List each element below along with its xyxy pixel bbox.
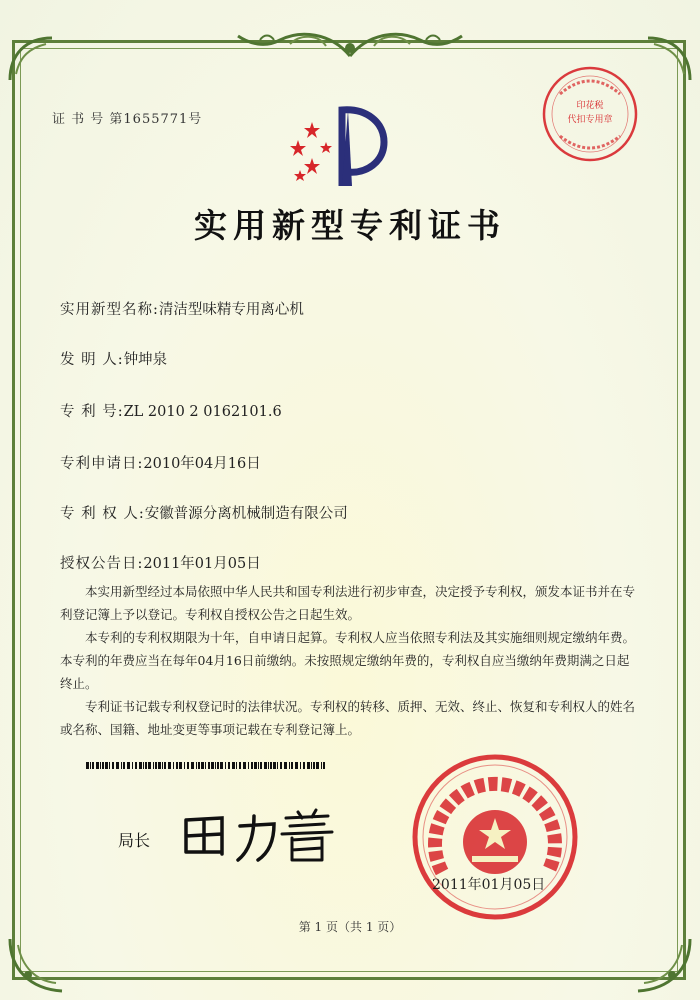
barcode-bar: [323, 762, 325, 769]
barcode-bar: [217, 762, 219, 769]
barcode-bar: [211, 762, 214, 769]
barcode-bar: [196, 762, 197, 769]
field-patent-number: [60, 400, 282, 421]
barcode-bar: [270, 762, 272, 769]
barcode-bar: [168, 762, 171, 769]
barcode-bar: [215, 762, 216, 769]
barcode-bar: [311, 762, 312, 769]
barcode-bar: [191, 762, 194, 769]
barcode-bar: [243, 762, 246, 769]
barcode-bar: [225, 762, 226, 769]
barcode-bar: [284, 762, 287, 769]
field-label: 专 利 号:: [60, 404, 124, 420]
barcode-bar: [273, 762, 276, 769]
field-patentee: [60, 502, 348, 523]
barcode-bar: [228, 762, 230, 769]
field-inventor: [60, 348, 167, 369]
field-label: 发 明 人:: [60, 352, 124, 368]
svg-text:代扣专用章: 代扣专用章: [567, 115, 613, 125]
field-value: 2010年04月16日: [143, 456, 261, 472]
top-ornament: [230, 26, 470, 62]
field-label: 授权公告日:: [60, 556, 144, 572]
barcode-bar: [313, 762, 315, 769]
barcode-bar: [102, 762, 104, 769]
barcode-bar: [90, 762, 91, 769]
paragraph-grant: 本实用新型经过本局依照中华人民共和国专利法进行初步审查，决定授予专利权，颁发本证书并在专利登记簿上予以登记。专利权自授权公告之日起生效。: [60, 584, 636, 622]
barcode-bar: [208, 762, 210, 769]
barcode-bar: [239, 762, 241, 769]
barcode-bar: [155, 762, 157, 769]
field-label: 实用新型名称:: [60, 302, 159, 318]
barcode-bar: [289, 762, 290, 769]
barcode-bar: [153, 762, 154, 769]
barcode-bar: [158, 762, 161, 769]
barcode-bar: [307, 762, 310, 769]
field-value: ZL 2010 2 0162101.6: [123, 404, 282, 420]
barcode: [86, 762, 326, 769]
barcode-bar: [100, 762, 101, 769]
corner-ornament-bottom-right: [634, 935, 694, 995]
barcode-bar: [260, 762, 262, 769]
barcode-bar: [248, 762, 249, 769]
barcode-bar: [295, 762, 298, 769]
certificate-title: 实用新型专利证书: [194, 206, 506, 245]
field-value: 安徽普源分离机械制造有限公司: [144, 506, 348, 522]
field-label: 专利申请日:: [60, 456, 144, 472]
barcode-bar: [179, 762, 182, 769]
barcode-bar: [264, 762, 267, 769]
barcode-bar: [112, 762, 114, 769]
barcode-bar: [135, 762, 137, 769]
barcode-bar: [143, 762, 144, 769]
barcode-bar: [268, 762, 269, 769]
barcode-bar: [187, 762, 189, 769]
barcode-bar: [316, 762, 319, 769]
barcode-bar: [145, 762, 147, 769]
paragraph-term: 本专利的专利权期限为十年，自申请日起算。专利权人应当依照专利法及其实施细则规定缴纳年费。本专利的年费应当在每年04月16日前缴纳。未按照规定缴纳年费的，专利权自应当缴纳年费期满之日起终止。: [60, 630, 636, 691]
director-signature: [178, 808, 338, 868]
barcode-bar: [116, 762, 119, 769]
barcode-bar: [96, 762, 99, 769]
barcode-bar: [105, 762, 108, 769]
barcode-bar: [184, 762, 185, 769]
issue-date: 2011年01月05日: [432, 877, 546, 893]
page-number: 第 1 页（共 1 页）: [298, 920, 402, 934]
tax-stamp-seal: [540, 64, 640, 164]
corner-ornament-top-right: [644, 34, 694, 84]
barcode-bar: [280, 762, 282, 769]
field-grant-date: [60, 552, 261, 573]
barcode-bar: [86, 762, 89, 769]
patent-office-emblem: [286, 100, 396, 190]
barcode-bar: [173, 762, 174, 769]
barcode-bar: [251, 762, 253, 769]
field-application-date: [60, 452, 261, 473]
field-value: 2011年01月05日: [143, 556, 261, 572]
certificate-number: 证 书 号 第1655771号: [52, 112, 203, 127]
paragraph-legal-status: 专利证书记载专利权登记时的法律状况。专利权的转移、质押、无效、终止、恢复和专利权人的姓名或名称、国籍、地址变更等事项记载在专利登记簿上。: [60, 699, 636, 737]
barcode-bar: [127, 762, 130, 769]
corner-ornament-bottom-left: [6, 935, 66, 995]
barcode-bar: [132, 762, 133, 769]
barcode-bar: [92, 762, 94, 769]
barcode-bar: [148, 762, 151, 769]
barcode-bar: [236, 762, 237, 769]
field-value: 钟坤泉: [123, 352, 168, 368]
field-value: 清洁型味精专用离心机: [158, 302, 304, 318]
barcode-bar: [162, 762, 163, 769]
field-label: 专 利 权 人:: [60, 506, 145, 522]
barcode-bar: [303, 762, 305, 769]
director-label: 局长: [118, 831, 151, 850]
barcode-bar: [220, 762, 223, 769]
barcode-bar: [123, 762, 125, 769]
barcode-bar: [176, 762, 178, 769]
barcode-bar: [321, 762, 322, 769]
barcode-bar: [254, 762, 257, 769]
official-seal: [410, 752, 580, 922]
barcode-bar: [277, 762, 278, 769]
certificate-body: [60, 580, 640, 741]
barcode-bar: [198, 762, 200, 769]
barcode-bar: [109, 762, 110, 769]
barcode-bar: [258, 762, 259, 769]
barcode-bar: [300, 762, 301, 769]
field-utility-model-name: [60, 298, 304, 319]
barcode-bar: [201, 762, 204, 769]
barcode-bar: [291, 762, 293, 769]
svg-text:印花税: 印花税: [576, 101, 604, 111]
barcode-bar: [164, 762, 166, 769]
barcode-bar: [139, 762, 142, 769]
barcode-bar: [121, 762, 122, 769]
barcode-bar: [205, 762, 206, 769]
corner-ornament-top-left: [6, 34, 56, 84]
barcode-bar: [232, 762, 235, 769]
